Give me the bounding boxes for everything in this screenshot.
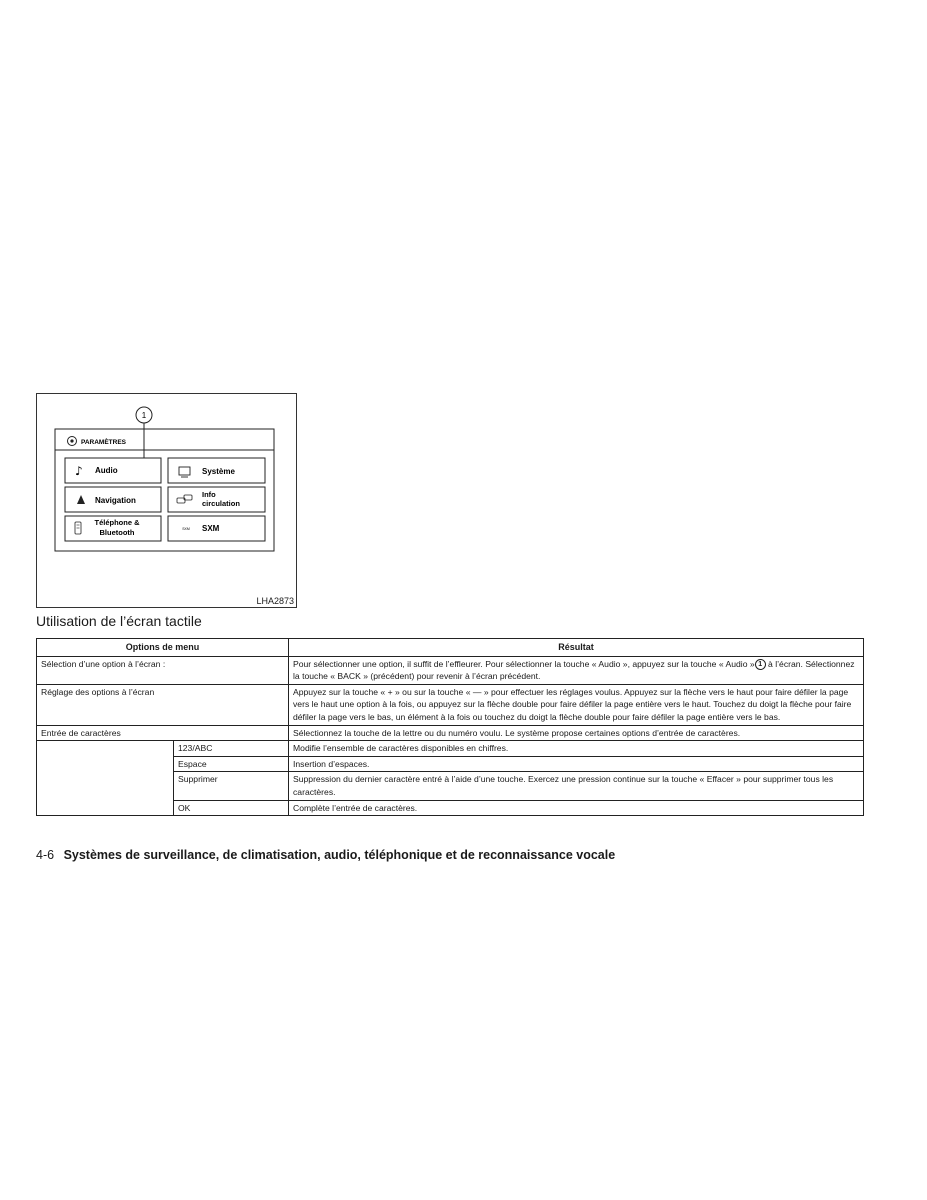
systeme-button-label: Système	[202, 467, 235, 476]
telephone-button-label-line2: Bluetooth	[99, 528, 135, 537]
audio-button-label: Audio	[95, 466, 118, 475]
row-result: Sélectionnez la touche de la lettre ou du numéro voulu. Le système propose certaines options d’entrée de caractères.	[289, 725, 864, 741]
music-note-icon: ♪	[75, 464, 83, 478]
sxm-logo-icon: SXM	[182, 527, 190, 531]
table-header-row	[37, 639, 864, 657]
table-subrow	[37, 741, 864, 757]
screen-header-text: PARAMÈTRES	[81, 439, 127, 446]
subrow-label: 123/ABC	[174, 741, 289, 757]
sxm-button-label: SXM	[202, 524, 220, 533]
empty-cell	[37, 741, 174, 816]
row-result	[289, 656, 864, 684]
settings-screen-illustration	[37, 394, 298, 609]
page-number: 4-6	[36, 848, 55, 862]
info-circulation-button[interactable]	[168, 487, 265, 512]
callout-number: 1	[141, 411, 147, 420]
info-button-label-line1: Info	[202, 490, 216, 499]
table-row	[37, 656, 864, 684]
info-button-label-line2: circulation	[202, 499, 240, 508]
figure-caption: Utilisation de l’écran tactile	[36, 613, 202, 629]
table-row	[37, 684, 864, 725]
subrow-result: Modifie l’ensemble de caractères disponibles en chiffres.	[289, 741, 864, 757]
subrow-result: Insertion d’espaces.	[289, 756, 864, 772]
navigation-button-label: Navigation	[95, 496, 136, 505]
callout-circle-ref: 1	[755, 659, 766, 670]
telephone-bluetooth-button[interactable]	[65, 516, 161, 541]
gear-icon	[68, 437, 77, 446]
header-options: Options de menu	[37, 639, 289, 657]
figure-code: LHA2873	[256, 596, 294, 606]
subrow-label: OK	[174, 800, 289, 816]
menu-options-table	[36, 638, 864, 816]
sxm-button[interactable]	[168, 516, 265, 541]
navigation-button[interactable]	[65, 487, 161, 512]
subrow-label: Supprimer	[174, 772, 289, 800]
row-option: Sélection d’une option à l’écran :	[37, 656, 289, 684]
header-result: Résultat	[289, 639, 864, 657]
row-result-text-a: Pour sélectionner une option, il suffit de l’effleurer. Pour sélectionner la touche « Audio », appuyez sur la touche « Audio »	[293, 658, 755, 669]
subrow-result: Suppression du dernier caractère entré à l’aide d’une touche. Exercez une pression continue sur la touche « Effacer » pour supprimer tous les caractères.	[289, 772, 864, 800]
systeme-button[interactable]	[168, 458, 265, 483]
subrow-result: Complète l’entrée de caractères.	[289, 800, 864, 816]
page-footer	[36, 848, 615, 862]
telephone-button-label-line1: Téléphone &	[94, 518, 140, 527]
subrow-label: Espace	[174, 756, 289, 772]
row-result-text-b: à l’écran. Sélectionnez la touche « BACK » (précédent) pour revenir à l’écran précédent.	[293, 658, 855, 682]
audio-button[interactable]	[65, 458, 161, 483]
row-option: Réglage des options à l’écran	[37, 684, 289, 725]
row-result: Appuyez sur la touche « + » ou sur la touche « — » pour effectuer les réglages voulus. Appuyez sur la flèche vers le haut pour faire défiler la page vers le haut une option à la fois, ou appuyez sur la flèche double pour faire défiler la page entière vers le haut. Touchez du doigt la flèche pour faire défiler la page vers le bas, un élément à la fois ou touchez du doigt la flèche double pour faire défiler la page entière vers le bas.	[289, 684, 864, 725]
table-row	[37, 725, 864, 741]
section-title: Systèmes de surveillance, de climatisation, audio, téléphonique et de reconnaissance vocale	[63, 848, 616, 862]
row-option: Entrée de caractères	[37, 725, 289, 741]
settings-screen-figure	[36, 393, 297, 608]
